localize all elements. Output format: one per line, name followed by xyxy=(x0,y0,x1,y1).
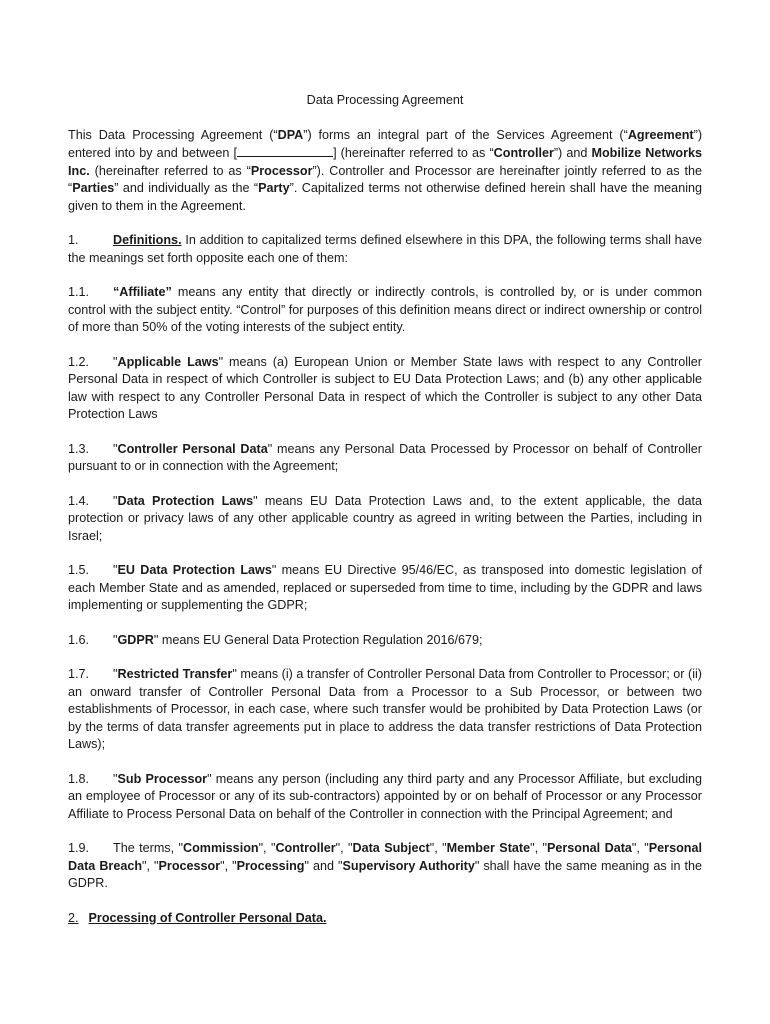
clause-number: 1.3. xyxy=(68,441,90,456)
defined-term: GDPR xyxy=(117,632,154,647)
intro-text: ”) and xyxy=(553,146,592,160)
definition-text: means any person (including any third party and any Processor Affiliate, but excluding an employee of Processor or any of its sub-contractors) appointed by or on behalf of Processor or any Processor Affiliate to Process Personal Data on behalf of the Controller in connection with the Principal Agreement; and xyxy=(68,771,703,821)
definition-gdpr-terms xyxy=(68,840,702,893)
definition-text: means (i) a transfer of Controller Personal Data from Controller to Processor; or (ii) an onward transfer of Controller Personal Data from a Processor to a Sub Processor, or between two establishments of Processor, in each case, where such transfer would be prohibited by Data Protection Laws (or by the terms of data transfer agreements put in place to address the data transfer restrictions of Data Protection Laws); xyxy=(68,667,702,751)
company-name: Mobilize Networks Inc. xyxy=(68,146,702,178)
intro-text: ] (hereinafter referred to as “ xyxy=(333,146,494,160)
quote: " xyxy=(113,771,118,786)
definition-sub-processor xyxy=(68,771,702,824)
clause-number: 1.9. xyxy=(68,841,90,855)
clause-number: 1.5. xyxy=(68,563,90,577)
party-name-blank xyxy=(237,144,333,157)
quote: " xyxy=(113,667,118,681)
separator: ", " xyxy=(142,858,159,873)
definition-text: means any Personal Data Processed by Processor on behalf of Controller pursuant to or in connection with the Agreement; xyxy=(68,441,702,473)
intro-text: ” and individually as the “ xyxy=(114,181,259,195)
term-processor: Processor xyxy=(250,163,313,178)
clause-number: 1.8. xyxy=(68,771,90,786)
quote: " xyxy=(267,441,273,456)
defined-term: Controller xyxy=(275,841,336,855)
defined-term: Sub Processor xyxy=(117,771,208,786)
quote: " xyxy=(113,563,118,577)
definition-text: means EU General Data Protection Regulation 2016/679; xyxy=(158,632,483,647)
section-heading: Definitions. xyxy=(113,233,182,247)
definition-text: " shall have the same meaning as in the GDPR. xyxy=(68,858,702,890)
quote: " xyxy=(113,354,118,369)
definition-text: means any entity that directly or indirectly controls, is controlled by, or is under common control with the subject entity. “Control” for purposes of this definition means direct or indirect ownership or control of more than 50% of the voting interests of the subject entity. xyxy=(68,285,702,334)
term-agreement: Agreement xyxy=(627,127,694,142)
definition-data-protection-laws xyxy=(68,493,702,546)
quote: " xyxy=(113,441,118,456)
term-controller: Controller xyxy=(493,146,554,160)
clause-number: 1.7. xyxy=(68,667,90,681)
definition-text: means EU Data Protection Laws and, to the extent applicable, the data protection or privacy laws of any other applicable country as agreed in writing between the Parties, including in Israel; xyxy=(68,493,702,543)
intro-text: ”) forms an integral part of the Services Agreement (“ xyxy=(303,127,628,142)
defined-term: Processor xyxy=(158,858,221,873)
section-text: In addition to capitalized terms defined elsewhere in this DPA, the following terms shall have the meanings set forth opposite each one of them: xyxy=(68,233,702,265)
defined-term: EU Data Protection Laws xyxy=(117,563,272,577)
clause-number: 1.6. xyxy=(68,632,90,647)
defined-term: Personal Data xyxy=(546,841,632,855)
defined-term: Data Subject xyxy=(352,841,430,855)
separator: ", " xyxy=(530,841,547,855)
section-number: 1. xyxy=(68,233,79,247)
defined-term: Commission xyxy=(183,841,259,855)
definition-text: means (a) European Union or Member State laws with respect to any Controller Personal Data in respect of which Controller is subject to EU Data Protection Laws; and (b) any other applicable law with respect to any Controller Personal Data in respect of which the Controller is subject to any other Data Protection Laws xyxy=(68,354,703,421)
intro-text: ”). Controller and Processor are hereinafter jointly referred to as the “ xyxy=(68,163,703,195)
intro-text: ”. Capitalized terms not otherwise defined herein shall have the meaning given to them in the Agreement. xyxy=(68,181,702,213)
definition-text: The terms, " xyxy=(113,841,183,855)
quote: " xyxy=(113,493,118,508)
definition-text: means EU Directive 95/46/EC, as transposed into domestic legislation of each Member State and as amended, replaced or superseded from time to time, including by the GDPR and laws implementing or supplementing the GDPR; xyxy=(68,563,702,612)
clause-number: 1.4. xyxy=(68,493,90,508)
clause-number: 1.1. xyxy=(68,285,90,299)
defined-term: Controller Personal Data xyxy=(117,441,268,456)
defined-term: Member State xyxy=(446,841,531,855)
defined-term: Processing xyxy=(236,858,305,873)
defined-term: Data Protection Laws xyxy=(117,493,254,508)
term-parties: Parties xyxy=(72,181,115,195)
intro-text: (hereinafter referred to as “ xyxy=(89,163,251,178)
quote: " xyxy=(271,563,277,577)
section-number: 2. xyxy=(68,910,79,925)
quote: " xyxy=(253,493,258,508)
defined-term: “Affiliate” xyxy=(113,285,172,299)
quote: " xyxy=(153,632,159,647)
separator: ", " xyxy=(220,858,237,873)
intro-text: ”) entered into by and between [ xyxy=(68,127,703,160)
quote: " xyxy=(113,632,118,647)
separator: ", " xyxy=(335,841,353,855)
term-dpa: DPA xyxy=(277,127,304,142)
document-page xyxy=(68,92,702,927)
quote: " xyxy=(232,667,237,681)
section-1 xyxy=(68,232,702,267)
definition-applicable-laws xyxy=(68,354,702,424)
term-party: Party xyxy=(258,181,290,195)
quote: " xyxy=(207,771,212,786)
separator: ", " xyxy=(258,841,276,855)
intro-paragraph xyxy=(68,127,702,216)
intro-text: This Data Processing Agreement (“ xyxy=(68,127,278,142)
separator: " and " xyxy=(304,858,343,873)
definition-restricted-transfer xyxy=(68,666,702,754)
section-heading: Processing of Controller Personal Data. xyxy=(88,910,327,925)
separator: ", " xyxy=(631,841,649,855)
defined-term: Restricted Transfer xyxy=(117,667,233,681)
defined-term: Personal Data Breach xyxy=(68,841,702,873)
separator: ", " xyxy=(429,841,447,855)
definition-eu-data-protection-laws xyxy=(68,562,702,615)
document-title: Data Processing Agreement xyxy=(306,93,464,107)
quote: " xyxy=(218,354,224,369)
clause-number: 1.2. xyxy=(68,354,90,369)
defined-term: Supervisory Authority xyxy=(342,858,475,873)
definition-affiliate xyxy=(68,284,702,337)
definition-controller-personal-data xyxy=(68,441,702,476)
section-2-heading xyxy=(68,910,702,928)
defined-term: Applicable Laws xyxy=(117,354,219,369)
definition-gdpr xyxy=(68,632,702,650)
